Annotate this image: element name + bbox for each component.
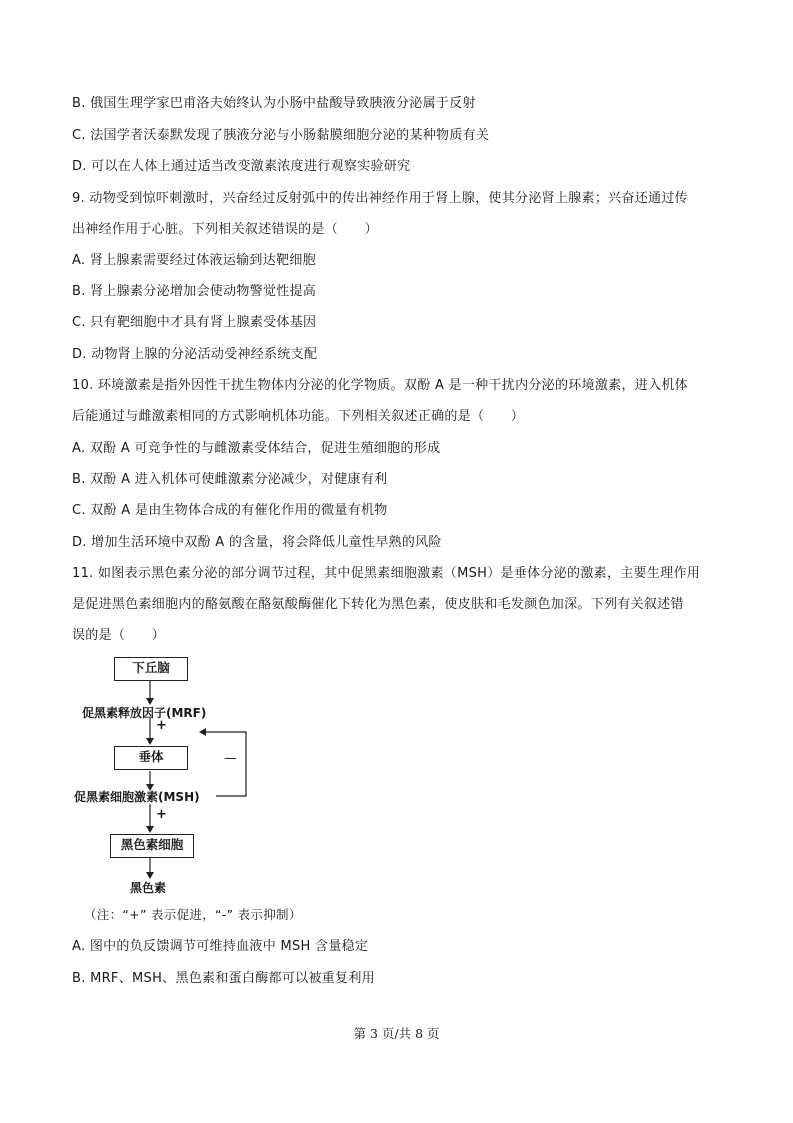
page-footer: 第 3 页/共 8 页 [353,1026,440,1041]
option-line: B. 俄国生理学家巴甫洛夫始终认为小肠中盐酸导致胰液分泌属于反射 [72,96,476,111]
question-stem-line: 11. 如图表示黑色素分泌的部分调节过程，其中促黑素细胞激素（MSH）是垂体分泌的激素，主要生理作用 [72,566,701,581]
question-stem-line: 10. 环境激素是指外因性干扰生物体内分泌的化学物质。双酚 A 是一种干扰内分泌的环境激素，进入机体 [72,378,688,393]
diagram-note: （注：“+” 表示促进，“-” 表示抑制） [84,907,302,922]
option-line: A. 双酚 A 可竞争性的与雌激素受体结合，促进生殖细胞的形成 [72,441,441,456]
pituitary-box: 垂体 [114,746,188,770]
hypothalamus-box: 下丘脑 [114,657,188,681]
diagram-arrows [70,648,260,898]
msh-label: 促黑素细胞激素(MSH) [74,790,200,804]
question-stem-line: 后能通过与雌激素相同的方式影响机体功能。下列相关叙述正确的是（ ） [72,409,525,424]
minus-sign: — [224,751,237,766]
question-stem-line: 是促进黑色素细胞内的酪氨酸在酪氨酸酶催化下转化为黑色素，使皮肤和毛发颜色加深。下列有关叙述错 [72,597,684,612]
melanin-regulation-diagram [70,648,260,898]
mrf-label: 促黑素释放因子(MRF) [82,706,207,720]
option-line: C. 双酚 A 是由生物体合成的有催化作用的微量有机物 [72,503,388,518]
option-line: C. 只有靶细胞中才具有肾上腺素受体基因 [72,315,317,330]
option-line: D. 增加生活环境中双酚 A 的含量，将会降低儿童性早熟的风险 [72,535,442,550]
question-stem-line: 9. 动物受到惊吓刺激时，兴奋经过反射弧中的传出神经作用于肾上腺，使其分泌肾上腺素；兴奋还通过传 [72,191,688,206]
melanin-label: 黑色素 [130,881,167,895]
option-line: A. 肾上腺素需要经过体液运输到达靶细胞 [72,253,316,268]
feedback-arrow [200,732,246,796]
plus-sign: + [156,807,167,822]
plus-sign: + [156,718,167,733]
question-stem-line: 出神经作用于心脏。下列相关叙述错误的是（ ） [72,222,378,237]
option-line: B. 肾上腺素分泌增加会使动物警觉性提高 [72,284,317,299]
melanocyte-box: 黑色素细胞 [110,834,194,858]
option-line: D. 可以在人体上通过适当改变激素浓度进行观察实验研究 [72,159,411,174]
option-line: B. MRF、MSH、黑色素和蛋白酶都可以被重复利用 [72,971,375,986]
option-line: A. 图中的负反馈调节可维持血液中 MSH 含量稳定 [72,939,369,954]
option-line: D. 动物肾上腺的分泌活动受神经系统支配 [72,347,318,362]
question-stem-line: 误的是（ ） [72,628,166,643]
option-line: B. 双酚 A 进入机体可使雌激素分泌减少，对健康有利 [72,472,388,487]
option-line: C. 法国学者沃泰默发现了胰液分泌与小肠黏膜细胞分泌的某种物质有关 [72,128,490,143]
